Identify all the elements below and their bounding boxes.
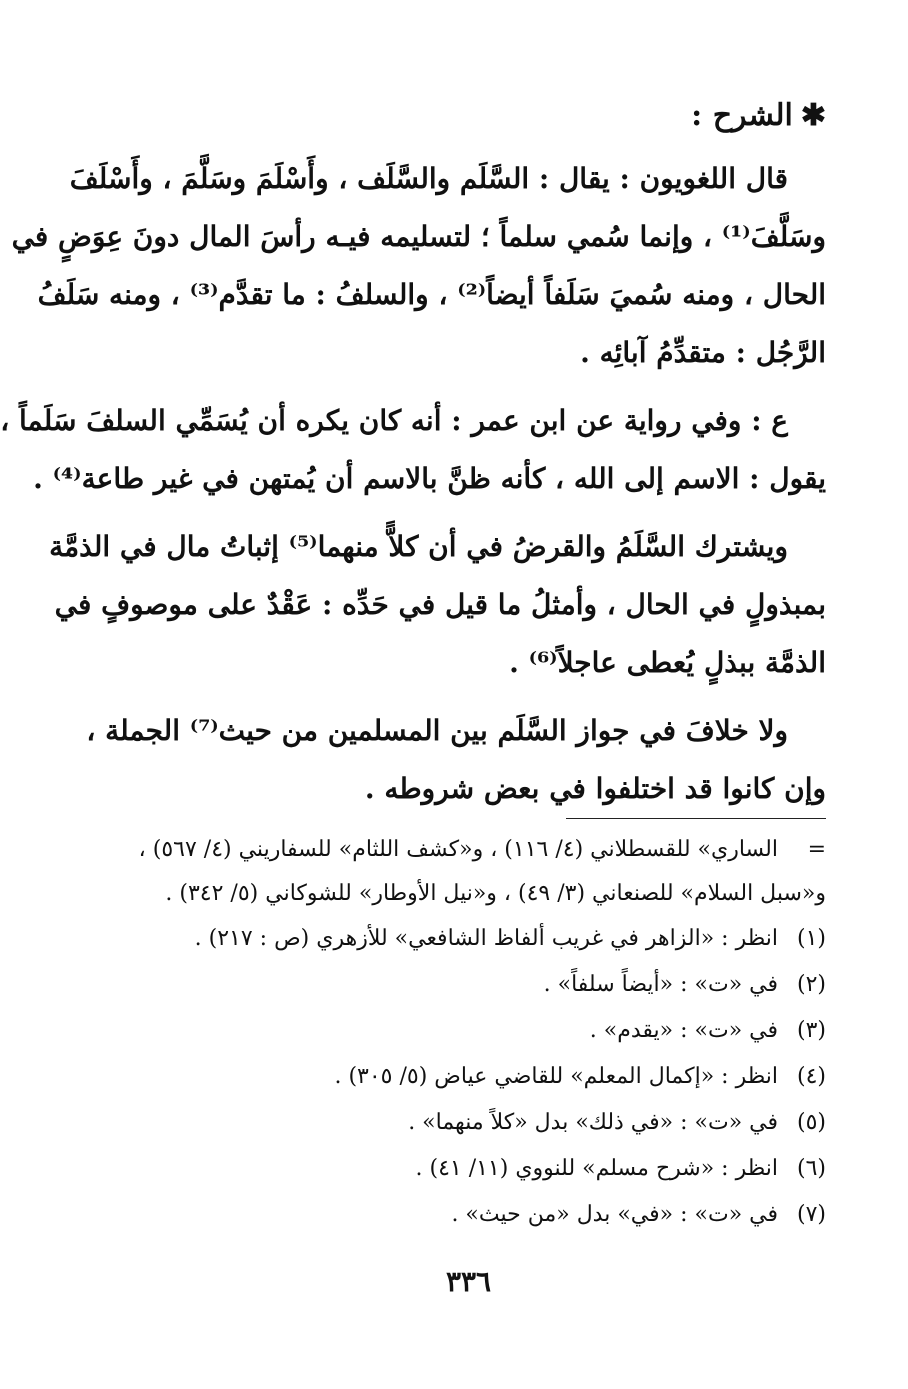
footnote-text: في «ت» : «في ذلك» بدل «كلاً منهما» . (408, 1110, 778, 1135)
footnote-item (114, 1008, 826, 1054)
paragraph-line: يقول : الاسم إلى الله ، كأنه ظنَّ بالاسم أن يُمتهن في غير طاعة⁽⁴⁾ . (33, 462, 826, 495)
footnote-continuation-line: و«سبل السلام» للصنعاني (٣/ ٤٩) ، و«نيل الأوطار» للشوكاني (٥/ ٣٤٢) . (165, 881, 826, 906)
paragraph-1 (11, 150, 826, 382)
footnotes (114, 828, 826, 1238)
paragraph-line: الذمَّة ببذلٍ يُعطى عاجلاً⁽⁶⁾ . (509, 646, 826, 679)
footnote-continuation (114, 828, 826, 916)
paragraph-3 (49, 518, 826, 692)
footnote-text: انظر : «الزاهر في غريب ألفاظ الشافعي» للأزهري (ص : ٢١٧) . (194, 926, 778, 951)
footnote-number: (٥) (796, 1110, 826, 1135)
paragraph-2 (0, 392, 826, 508)
footnote-number: (١) (796, 926, 826, 951)
footnote-text: في «ت» : «يقدم» . (589, 1018, 778, 1043)
footnote-number: (٤) (796, 1064, 826, 1089)
footnote-text: انظر : «إكمال المعلم» للقاضي عياض (٥/ ٣٠٥) . (334, 1064, 778, 1089)
footnote-text: انظر : «شرح مسلم» للنووي (١١/ ٤١) . (415, 1156, 778, 1181)
paragraph-4 (86, 702, 826, 818)
paragraph-line: وإن كانوا قد اختلفوا في بعض شروطه . (364, 772, 826, 805)
paragraph-line: بمبذولٍ في الحال ، وأمثلُ ما قيل في حَدِّه : عَقْدٌ على موصوفٍ في (54, 588, 826, 621)
footnote-number: (٣) (796, 1018, 826, 1043)
paragraph-line: الحال ، ومنه سُميَ سَلَفاً أيضاً⁽²⁾ ، والسلفُ : ما تقدَّم⁽³⁾ ، ومنه سَلَفُ (37, 278, 826, 311)
footnote-item (114, 1146, 826, 1192)
paragraph-line: قال اللغويون : يقال : السَّلَم والسَّلَف ، وأَسْلَمَ وسَلَّمَ ، وأَسْلَفَ (69, 162, 788, 195)
section-heading (691, 90, 826, 142)
footnote-item (114, 1054, 826, 1100)
footnote-separator (566, 818, 826, 819)
footnote-item (114, 1100, 826, 1146)
page-number: ٣٣٦ (445, 1265, 492, 1298)
paragraph-line: الرَّجُل : متقدِّمُ آبائِه . (580, 336, 826, 369)
paragraph-line: ويشترك السَّلَمُ والقرضُ في أن كلاًّ منهما⁽⁵⁾ إثباتُ مال في الذمَّة (49, 530, 788, 563)
paragraph-line: ع : وفي رواية عن ابن عمر : أنه كان يكره أن يُسَمِّي السلفَ سَلَماً ، (0, 404, 788, 437)
footnote-number: (٢) (796, 972, 826, 997)
footnote-item (114, 962, 826, 1008)
main-text (0, 150, 826, 828)
footnote-text: في «ت» : «أيضاً سلفاً» . (543, 972, 778, 997)
footnote-continuation-line: = الساري» للقسطلاني (٤/ ١١٦) ، و«كشف اللثام» للسفاريني (٤/ ٥٦٧) ، (114, 828, 826, 872)
footnote-item (114, 1192, 826, 1238)
footnote-item (114, 916, 826, 962)
footnote-text: في «ت» : «في» بدل «من حيث» . (451, 1202, 778, 1227)
paragraph-line: ولا خلافَ في جواز السَّلَم بين المسلمين من حيث⁽⁷⁾ الجملة ، (86, 714, 788, 747)
footnote-number: (٧) (796, 1202, 826, 1227)
asterisk-icon: ✱ (800, 98, 826, 133)
footnote-number: (٦) (796, 1156, 826, 1181)
section-heading-label: الشرح : (691, 98, 793, 133)
paragraph-line: وسَلَّفَ⁽¹⁾ ، وإنما سُمي سلماً ؛ لتسليمه فيـه رأسَ المال دونَ عِوَضٍ في (11, 220, 826, 253)
